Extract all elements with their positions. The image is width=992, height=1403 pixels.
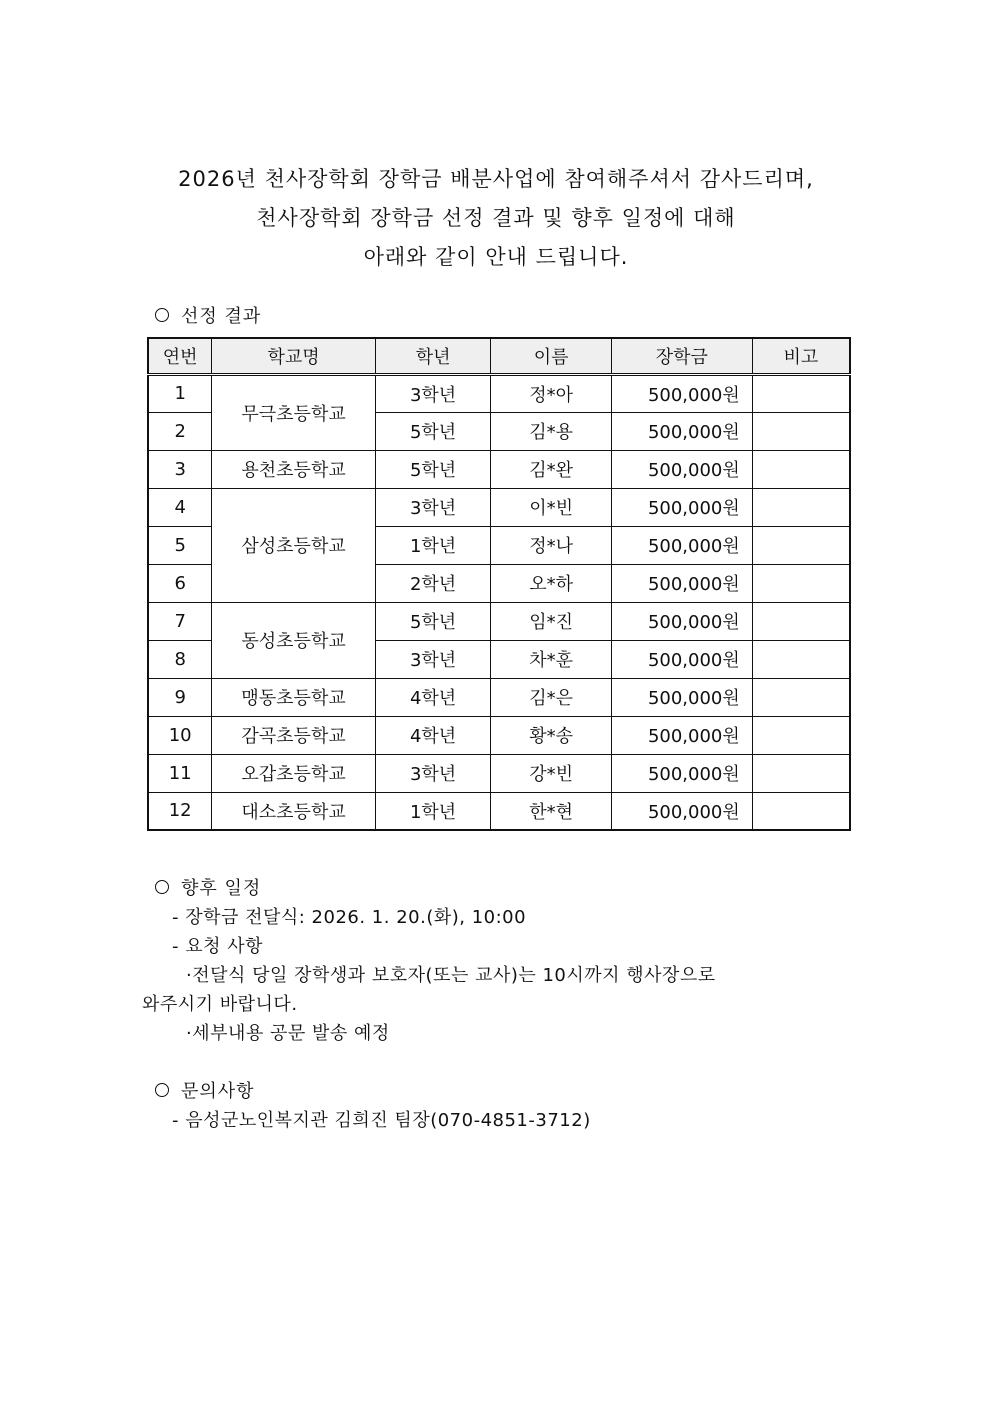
cell-grade: 4학년 bbox=[375, 716, 491, 754]
cell-amount: 500,000원 bbox=[611, 450, 752, 488]
col-header-amount: 장학금 bbox=[611, 338, 752, 374]
ceremony-line: - 장학금 전달식: 2026. 1. 20.(화), 10:00 bbox=[172, 907, 527, 928]
table-header-row bbox=[148, 338, 850, 374]
table-row bbox=[148, 678, 850, 716]
cell-grade: 4학년 bbox=[375, 678, 491, 716]
intro-line-2: 천사장학회 장학금 선정 결과 및 향후 일정에 대해 bbox=[256, 206, 736, 230]
cell-grade: 3학년 bbox=[375, 754, 491, 792]
cell-no: 10 bbox=[148, 716, 212, 754]
cell-note bbox=[752, 526, 850, 564]
cell-name: 한*현 bbox=[491, 792, 612, 830]
cell-grade: 3학년 bbox=[375, 640, 491, 678]
table-row bbox=[148, 754, 850, 792]
selection-table bbox=[147, 337, 851, 831]
cell-amount: 500,000원 bbox=[611, 374, 752, 412]
cell-grade: 3학년 bbox=[375, 374, 491, 412]
col-header-grade: 학년 bbox=[375, 338, 491, 374]
cell-name: 황*송 bbox=[491, 716, 612, 754]
cell-name: 김*은 bbox=[491, 678, 612, 716]
cell-school: 용천초등학교 bbox=[212, 450, 375, 488]
circle-bullet-icon bbox=[155, 1083, 169, 1097]
cell-amount: 500,000원 bbox=[611, 754, 752, 792]
cell-no: 5 bbox=[148, 526, 212, 564]
cell-grade: 1학년 bbox=[375, 526, 491, 564]
contact-line: - 음성군노인복지관 김희진 팀장(070-4851-3712) bbox=[172, 1110, 591, 1131]
schedule-heading-label: 향후 일정 bbox=[181, 878, 262, 899]
intro-line-1: 2026년 천사장학회 장학금 배분사업에 참여해주셔서 감사드리며, bbox=[178, 167, 814, 191]
request-item-2: ·세부내용 공문 발송 예정 bbox=[186, 1023, 390, 1044]
table-row bbox=[148, 602, 850, 640]
cell-amount: 500,000원 bbox=[611, 526, 752, 564]
col-header-school: 학교명 bbox=[212, 338, 375, 374]
schedule-heading bbox=[155, 874, 261, 900]
cell-grade: 5학년 bbox=[375, 412, 491, 450]
cell-no: 2 bbox=[148, 412, 212, 450]
cell-note bbox=[752, 602, 850, 640]
table-row bbox=[148, 450, 850, 488]
cell-name: 정*나 bbox=[491, 526, 612, 564]
inquiry-heading bbox=[155, 1077, 255, 1103]
selection-heading-label: 선정 결과 bbox=[181, 306, 262, 327]
cell-grade: 5학년 bbox=[375, 450, 491, 488]
cell-amount: 500,000원 bbox=[611, 678, 752, 716]
cell-no: 7 bbox=[148, 602, 212, 640]
request-heading: - 요청 사항 bbox=[172, 936, 263, 957]
cell-school: 감곡초등학교 bbox=[212, 716, 375, 754]
cell-note bbox=[752, 412, 850, 450]
col-header-name: 이름 bbox=[491, 338, 612, 374]
cell-note bbox=[752, 678, 850, 716]
cell-name: 차*훈 bbox=[491, 640, 612, 678]
col-header-note: 비고 bbox=[752, 338, 850, 374]
cell-amount: 500,000원 bbox=[611, 488, 752, 526]
cell-no: 9 bbox=[148, 678, 212, 716]
cell-grade: 3학년 bbox=[375, 488, 491, 526]
table-row bbox=[148, 792, 850, 830]
cell-amount: 500,000원 bbox=[611, 716, 752, 754]
cell-no: 6 bbox=[148, 564, 212, 602]
intro-line-3: 아래와 같이 안내 드립니다. bbox=[363, 245, 629, 269]
cell-grade: 5학년 bbox=[375, 602, 491, 640]
cell-school: 동성초등학교 bbox=[212, 602, 375, 678]
cell-name: 김*용 bbox=[491, 412, 612, 450]
cell-no: 4 bbox=[148, 488, 212, 526]
cell-school: 삼성초등학교 bbox=[212, 488, 375, 602]
cell-name: 임*진 bbox=[491, 602, 612, 640]
cell-note bbox=[752, 450, 850, 488]
inquiry-heading-label: 문의사항 bbox=[181, 1081, 255, 1102]
cell-name: 이*빈 bbox=[491, 488, 612, 526]
intro-text bbox=[0, 160, 992, 277]
cell-name: 강*빈 bbox=[491, 754, 612, 792]
cell-school: 오갑초등학교 bbox=[212, 754, 375, 792]
cell-no: 3 bbox=[148, 450, 212, 488]
cell-note bbox=[752, 716, 850, 754]
cell-grade: 2학년 bbox=[375, 564, 491, 602]
cell-amount: 500,000원 bbox=[611, 412, 752, 450]
cell-note bbox=[752, 640, 850, 678]
cell-grade: 1학년 bbox=[375, 792, 491, 830]
cell-no: 1 bbox=[148, 374, 212, 412]
cell-school: 무극초등학교 bbox=[212, 374, 375, 450]
cell-note bbox=[752, 564, 850, 602]
cell-note bbox=[752, 754, 850, 792]
selection-heading bbox=[155, 302, 261, 328]
col-header-no: 연번 bbox=[148, 338, 212, 374]
cell-no: 11 bbox=[148, 754, 212, 792]
cell-school: 맹동초등학교 bbox=[212, 678, 375, 716]
request-item-1-cont: 와주시기 바랍니다. bbox=[142, 994, 298, 1015]
table-row bbox=[148, 488, 850, 526]
cell-note bbox=[752, 488, 850, 526]
cell-name: 정*아 bbox=[491, 374, 612, 412]
cell-name: 오*하 bbox=[491, 564, 612, 602]
request-item-1: ·전달식 당일 장학생과 보호자(또는 교사)는 10시까지 행사장으로 bbox=[186, 965, 716, 986]
cell-school: 대소초등학교 bbox=[212, 792, 375, 830]
cell-no: 8 bbox=[148, 640, 212, 678]
circle-bullet-icon bbox=[155, 880, 169, 894]
cell-note bbox=[752, 374, 850, 412]
cell-amount: 500,000원 bbox=[611, 564, 752, 602]
cell-note bbox=[752, 792, 850, 830]
cell-amount: 500,000원 bbox=[611, 640, 752, 678]
cell-name: 김*완 bbox=[491, 450, 612, 488]
cell-amount: 500,000원 bbox=[611, 792, 752, 830]
table-row bbox=[148, 374, 850, 412]
table-row bbox=[148, 716, 850, 754]
cell-amount: 500,000원 bbox=[611, 602, 752, 640]
cell-no: 12 bbox=[148, 792, 212, 830]
circle-bullet-icon bbox=[155, 308, 169, 322]
